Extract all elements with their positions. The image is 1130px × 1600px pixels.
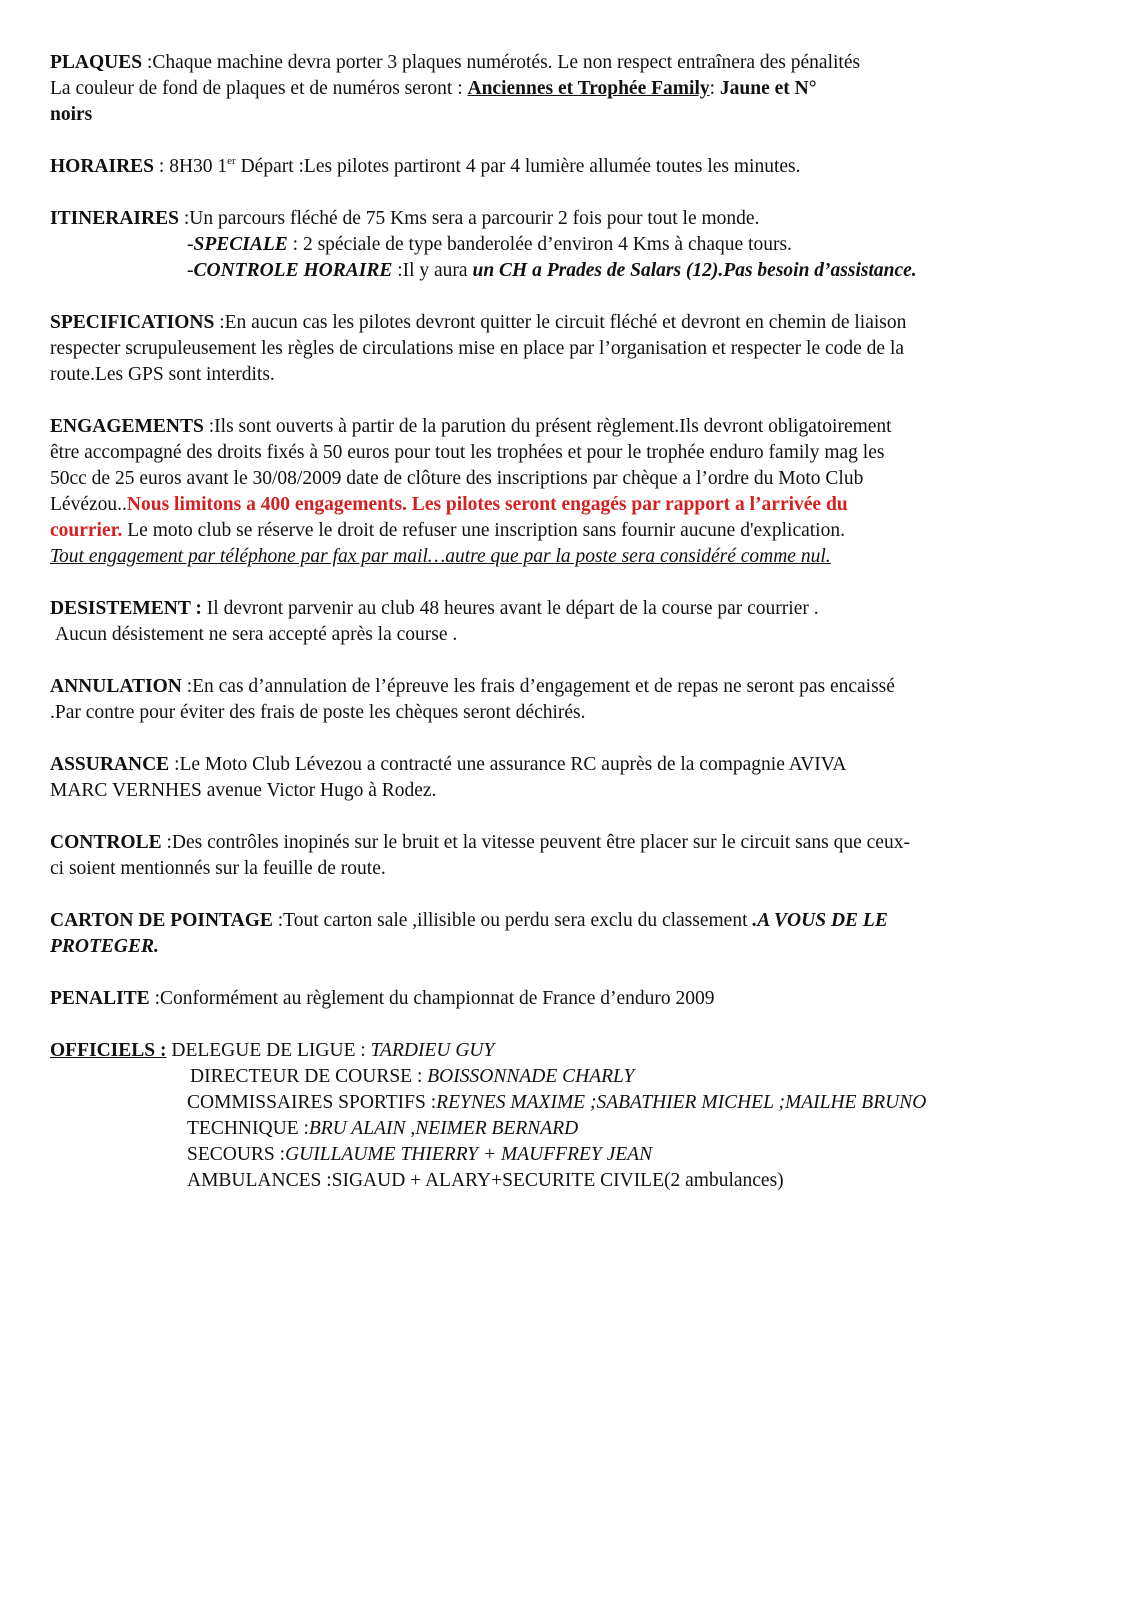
penalite-heading: PENALITE (50, 988, 150, 1009)
section-itineraires: ITINERAIRES :Un parcours fléché de 75 Kms sera a parcourir 2 fois pour tout le monde. -SPECIALE : 2 spéciale de type banderolée d’environ 4 Kms à chaque tours. -CONTROLE HORAIRE :Il y aura un CH a Prades de Salars (12).Pas besoin d’assistance. (50, 206, 1060, 284)
horaires-heading: HORAIRES (50, 156, 155, 177)
carton-heading: CARTON DE POINTAGE (50, 910, 273, 931)
plaques-line-2: La couleur de fond de plaques et de numéros seront : Anciennes et Trophée Family: Jaune et N° (50, 78, 817, 99)
section-engagements: ENGAGEMENTS :Ils sont ouverts à partir de la parution du présent règlement.Ils devront obligatoirement être accompagné des droits fixés à 50 euros pour tout les trophées et pour le trophée enduro family mag les 50cc de 25 euros avant le 30/08/2009 date de clôture des inscriptions par chèque a l’ordre du Moto Club Lévézou..Nous limitons a 400 engagements. Les pilotes seront engagés par rapport a l’arrivée du courrier. Le moto club se réserve le droit de refuser une inscription sans fournir aucune d'explication. Tout engagement par téléphone par fax par mail…autre que par la poste sera considéré comme nul. (50, 414, 1060, 570)
itineraires-heading: ITINERAIRES (50, 208, 179, 229)
section-horaires: HORAIRES : 8H30 1er Départ :Les pilotes partiront 4 par 4 lumière allumée toutes les minutes. (50, 155, 801, 177)
itineraires-speciale: -SPECIALE : 2 spéciale de type banderolée d’environ 4 Kms à chaque tours. (187, 234, 792, 255)
itineraires-controle: -CONTROLE HORAIRE :Il y aura un CH a Prades de Salars (12).Pas besoin d’assistance. (187, 260, 917, 281)
document-page (50, 50, 1060, 1220)
controle-heading: CONTROLE (50, 832, 162, 853)
section-annulation: ANNULATION :En cas d’annulation de l’épreuve les frais d’engagement et de repas ne seront pas encaissé .Par contre pour éviter des frais de poste les chèques seront déchirés. (50, 676, 895, 723)
section-specifications: SPECIFICATIONS :En aucun cas les pilotes devront quitter le circuit fléché et devront en chemin de liaison respecter scrupuleusement les règles de circulations mise en place par l’organisation et respecter le code de la route.Les GPS sont interdits. (50, 312, 907, 385)
plaques-line-3: noirs (50, 104, 93, 125)
officiels-technique: TECHNIQUE :BRU ALAIN ,NEIMER BERNARD (187, 1118, 579, 1139)
desistement-heading: DESISTEMENT : (50, 598, 202, 619)
section-plaques (50, 50, 1060, 128)
section-assurance: ASSURANCE :Le Moto Club Lévezou a contracté une assurance RC auprès de la compagnie AVIVA MARC VERNHES avenue Victor Hugo à Rodez. (50, 754, 847, 801)
section-carton: CARTON DE POINTAGE :Tout carton sale ,illisible ou perdu sera exclu du classement .A VOUS DE LE PROTEGER. (50, 910, 888, 957)
annulation-heading: ANNULATION (50, 676, 182, 697)
plaques-category: Anciennes et Trophée Family (467, 78, 710, 99)
section-controle: CONTROLE :Des contrôles inopinés sur le bruit et la vitesse peuvent être placer sur le circuit sans que ceux- ci soient mentionnés sur la feuille de route. (50, 832, 910, 879)
officiels-secours: SECOURS :GUILLAUME THIERRY + MAUFFREY JEAN (187, 1144, 653, 1165)
section-desistement: DESISTEMENT : Il devront parvenir au club 48 heures avant le départ de la course par courrier . Aucun désistement ne sera accepté après la course . (50, 598, 819, 645)
specifications-heading: SPECIFICATIONS (50, 312, 215, 333)
officiels-directeur: DIRECTEUR DE COURSE : BOISSONNADE CHARLY (190, 1066, 635, 1087)
engagements-limit-notice: Nous limitons a 400 engagements. Les pilotes seront engagés par rapport a l’arrivée du (126, 494, 848, 515)
officiels-heading: OFFICIELS : (50, 1040, 167, 1061)
assurance-heading: ASSURANCE (50, 754, 170, 775)
officiels-ambulances: AMBULANCES :SIGAUD + ALARY+SECURITE CIVILE(2 ambulances) (187, 1170, 784, 1191)
plaques-heading: PLAQUES (50, 52, 143, 73)
plaques-line-1: PLAQUES :Chaque machine devra porter 3 plaques numérotés. Le non respect entraînera des pénalités (50, 52, 861, 73)
section-officiels: OFFICIELS : DELEGUE DE LIGUE : TARDIEU GUY DIRECTEUR DE COURSE : BOISSONNADE CHARLY COMMISSAIRES SPORTIFS :REYNES MAXIME ;SABATHIER MICHEL ;MAILHE BRUNO TECHNIQUE :BRU ALAIN ,NEIMER BERNARD SECOURS :GUILLAUME THIERRY + MAUFFREY JEAN AMBULANCES :SIGAUD + ALARY+SECURITE CIVILE(2 ambulances) (50, 1038, 1060, 1194)
engagements-heading: ENGAGEMENTS (50, 416, 204, 437)
engagements-warning: Tout engagement par téléphone par fax par mail…autre que par la poste sera considéré comme nul. (50, 546, 831, 567)
officiels-commissaires: COMMISSAIRES SPORTIFS :REYNES MAXIME ;SABATHIER MICHEL ;MAILHE BRUNO (187, 1092, 927, 1113)
section-penalite: PENALITE :Conformément au règlement du championnat de France d’enduro 2009 (50, 988, 715, 1009)
